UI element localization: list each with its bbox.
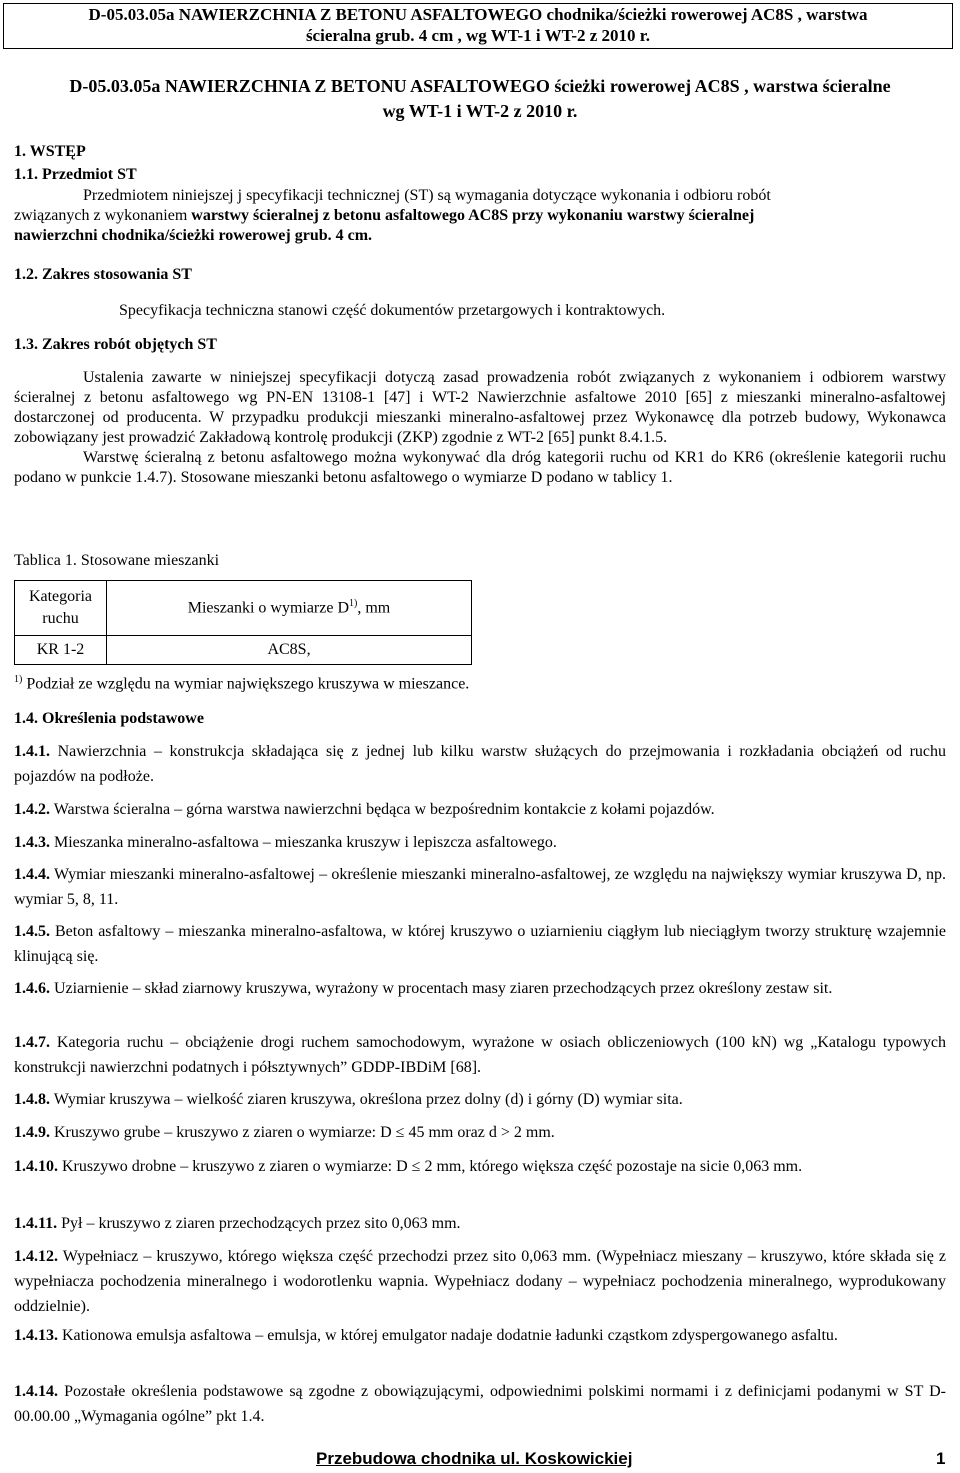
definition-number: 1.4.6. (14, 980, 50, 997)
table-cell-category: KR 1-2 (15, 636, 107, 665)
definition-1-4-5 (14, 919, 946, 969)
definition-1-4-13 (14, 1323, 946, 1348)
definition-text: Kruszywo drobne – kruszywo z ziaren o wymiarze: D ≤ 2 mm, którego większa część pozostaje na sicie 0,063 mm. (58, 1158, 803, 1175)
section-1-1-heading: 1.1. Przedmiot ST (14, 166, 137, 183)
table-header-category (15, 581, 107, 636)
definition-number: 1.4.10. (14, 1158, 58, 1175)
definition-1-4-9 (14, 1120, 946, 1145)
section-1-heading: 1. WSTĘP (14, 143, 86, 160)
section-1-1-line-2-plain: związanych z wykonaniem (14, 207, 192, 224)
definition-1-4-7 (14, 1030, 946, 1080)
footer-page-number: 1 (936, 1449, 946, 1468)
section-1-2-heading: 1.2. Zakres stosowania ST (14, 266, 192, 283)
section-1-1-line-1: Przedmiotem niniejszej j specyfikacji technicznej (ST) są wymagania dotyczące wykonania i odbioru robót (83, 187, 771, 204)
definition-1-4-4 (14, 862, 946, 912)
header-line-2: ścieralna grub. 4 cm , wg WT-1 i WT-2 z 2010 r. (305, 26, 651, 45)
document-title (0, 74, 960, 124)
header-box (3, 3, 953, 49)
definition-number: 1.4.14. (14, 1383, 58, 1400)
definition-number: 1.4.2. (14, 801, 50, 818)
definition-text: Wymiar mieszanki mineralno-asfaltowej – określenie mieszanki mineralno-asfaltowej, ze względu na największy wymiar kruszywa D, np. wymiar 5, 8, 11. (14, 866, 946, 908)
definition-number: 1.4.9. (14, 1124, 50, 1141)
definition-1-4-6 (14, 976, 946, 1001)
definition-1-4-10 (14, 1154, 946, 1179)
table-row (15, 636, 472, 665)
section-1-3-paragraph-2: Warstwę ścieralną z betonu asfaltowego można wykonywać dla dróg kategorii ruchu od KR1 do KR6 (określenie kategorii ruchu podano w punkcie 1.4.7). Stosowane mieszanki betonu asfaltowego o wymiarze D podano w tablicy 1. (14, 449, 946, 486)
definition-number: 1.4.12. (14, 1248, 58, 1265)
definition-1-4-2 (14, 797, 946, 822)
definition-1-4-11 (14, 1211, 946, 1236)
section-1-1-line-2-bold: warstwy ścieralnej z betonu asfaltowego AC8S przy wykonaniu warstwy ścieralnej (191, 207, 755, 224)
table-header-row (15, 581, 472, 636)
footer-project-name: Przebudowa chodnika ul. Koskowickiej (316, 1449, 633, 1468)
footnote-superscript: 1) (14, 674, 23, 685)
definition-1-4-1 (14, 739, 946, 789)
definition-text: Uziarnienie – skład ziarnowy kruszywa, wyrażony w procentach masy ziaren przechodzących przez określony zestaw sit. (50, 980, 833, 997)
section-1-4-heading: 1.4. Określenia podstawowe (14, 710, 204, 727)
definition-1-4-14 (14, 1379, 946, 1429)
definition-number: 1.4.11. (14, 1215, 58, 1232)
header-line-1: D-05.03.05a NAWIERZCHNIA Z BETONU ASFALTOWEGO chodnika/ścieżki rowerowej AC8S , warstwa (88, 5, 868, 24)
definition-number: 1.4.8. (14, 1091, 50, 1108)
table-header-category-text: Kategoria ruchu (28, 588, 93, 627)
definition-text: Wymiar kruszywa – wielkość ziaren kruszywa, określona przez dolny (d) i górny (D) wymiar sita. (50, 1091, 683, 1108)
definition-number: 1.4.1. (14, 743, 50, 760)
definition-number: 1.4.4. (14, 866, 50, 883)
definition-text: Wypełniacz – kruszywo, którego większa część przechodzi przez sito 0,063 mm. (Wypełniacz mieszany – kruszywo, które składa się z wypełniacza pochodzenia mineralnego i wodorotlenku wapnia. Wypełniacz dodany – wypełniacz pochodzenia mineralnego, wyprodukowany oddzielnie). (14, 1248, 946, 1315)
mixtures-table (14, 580, 472, 665)
definition-text: Beton asfaltowy – mieszanka mineralno-asfaltowa, w której kruszywo o uziarnieniu ciągłym lub nieciągłym tworzy strukturę wzajemnie klinującą się. (14, 923, 946, 965)
section-1-1-line-2 (14, 206, 946, 226)
definition-number: 1.4.5. (14, 923, 50, 940)
definition-text: Pozostałe określenia podstawowe są zgodne z obowiązującymi, odpowiednimi polskimi normami i z definicjami podanymi w ST D-00.00.00 „Wymagania ogólne” pkt 1.4. (14, 1383, 946, 1425)
definition-number: 1.4.7. (14, 1034, 50, 1051)
definition-1-4-12 (14, 1244, 946, 1319)
definition-number: 1.4.3. (14, 834, 50, 851)
definition-text: Kationowa emulsja asfaltowa – emulsja, w której emulgator nadaje dodatnie ładunki cząstkom zdyspergowanego asfaltu. (58, 1327, 838, 1344)
definition-text: Pył – kruszywo z ziaren przechodzących przez sito 0,063 mm. (57, 1215, 461, 1232)
table-cell-value: AC8S, (107, 636, 472, 665)
definition-text: Warstwa ścieralna – górna warstwa nawierzchni będąca w bezpośrednim kontakcie z kołami pojazdów. (50, 801, 715, 818)
definition-text: Nawierzchnia – konstrukcja składająca się z jednej lub kilku warstw służących do przejmowania i rozkładania obciążeń od ruchu pojazdów na podłoże. (14, 743, 946, 785)
table-header-unit: , mm (357, 599, 391, 617)
section-1-1-line-3: nawierzchni chodnika/ścieżki rowerowej grub. 4 cm. (14, 227, 373, 244)
section-1-2-text: Specyfikacja techniczna stanowi część dokumentów przetargowych i kontraktowych. (119, 302, 666, 319)
table-header-mixtures-text: Mieszanki o wymiarze D (187, 599, 350, 617)
section-1-3-paragraph-1: Ustalenia zawarte w niniejszej specyfikacji dotyczą zasad prowadzenia robót związanych z wykonaniem i odbiorem warstwy ścieralnej z betonu asfaltowego wg PN-EN 13108-1 [47] i WT-2 Nawierzchnie asfaltowe 2010 [65] z mieszanki mineralno-asfaltowej dostarczonej od producenta. W przypadku produkcji mieszanki mineralno-asfaltowej przez Wykonawcę dla potrzeb budowy, Wykonawca zobowiązany jest prowadzić Zakładową kontrolę produkcji (ZKP) zgodnie z WT-2 [65] punkt 8.4.1.5. (14, 369, 946, 446)
definition-1-4-8 (14, 1087, 946, 1112)
footnote-text: Podział ze względu na wymiar największego kruszywa w mieszance. (22, 675, 470, 693)
section-1-3-text (14, 368, 946, 488)
definition-number: 1.4.13. (14, 1327, 58, 1344)
definition-text: Kruszywo grube – kruszywo z ziaren o wymiarze: D ≤ 45 mm oraz d > 2 mm. (50, 1124, 555, 1141)
definition-text: Mieszanka mineralno-asfaltowa – mieszanka kruszyw i lepiszcza asfaltowego. (50, 834, 557, 851)
table-header-mixtures (107, 581, 472, 636)
table-header-superscript: 1) (349, 598, 358, 610)
title-line-2: wg WT-1 i WT-2 z 2010 r. (382, 101, 578, 121)
section-1-1-text (14, 186, 946, 246)
table-footnote (14, 674, 469, 693)
title-line-1: D-05.03.05a NAWIERZCHNIA Z BETONU ASFALTOWEGO ścieżki rowerowej AC8S , warstwa ścieralne (69, 76, 891, 96)
section-1-3-heading: 1.3. Zakres robót objętych ST (14, 336, 217, 353)
definition-1-4-3 (14, 830, 946, 855)
table-caption: Tablica 1. Stosowane mieszanki (14, 552, 220, 569)
definition-text: Kategoria ruchu – obciążenie drogi ruchem samochodowym, wyrażone w osiach obliczeniowych (100 kN) wg „Katalogu typowych konstrukcji nawierzchni podatnych i półsztywnych” GDDP-IBDiM [68]. (14, 1034, 946, 1076)
